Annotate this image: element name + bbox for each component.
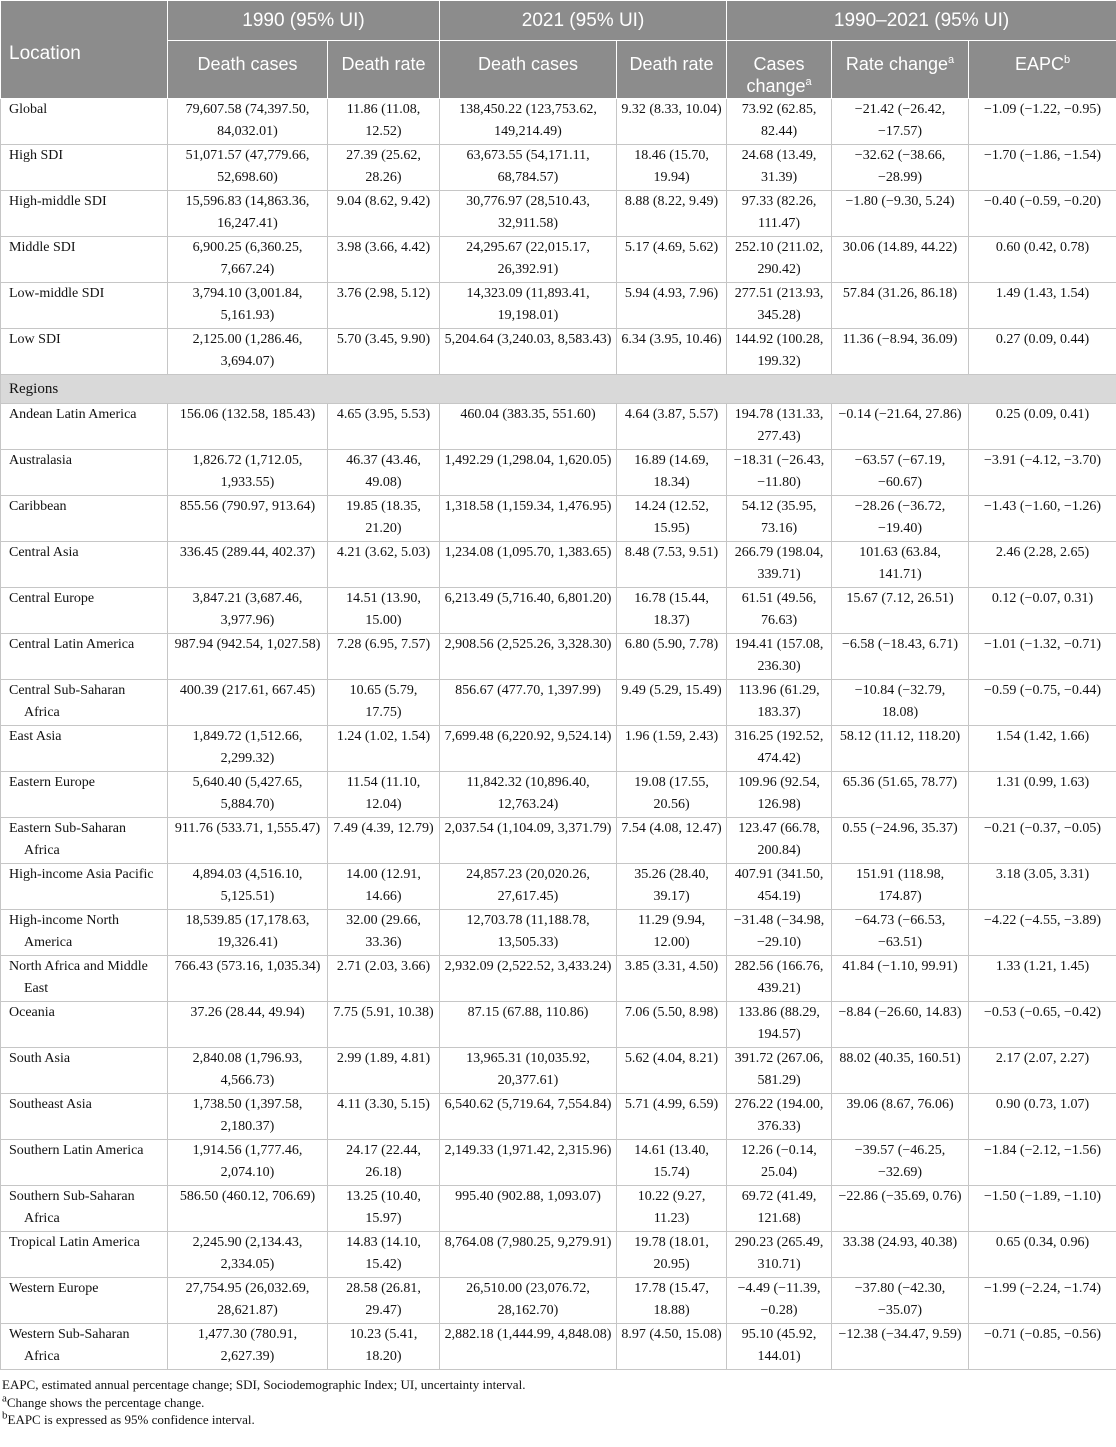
- cell-cases-change: 316.25 (192.52, 474.42): [727, 726, 832, 772]
- cell-location: Central Latin America: [1, 634, 168, 680]
- cell-death-rate-1990: 7.28 (6.95, 7.57): [328, 634, 440, 680]
- cell-cases-change: 12.26 (−0.14, 25.04): [727, 1140, 832, 1186]
- cell-death-rate-2021: 9.32 (8.33, 10.04): [617, 99, 727, 145]
- header-rate-change: Rate change$^a$: [832, 41, 969, 99]
- cell-eapc: 1.33 (1.21, 1.45): [969, 956, 1116, 1002]
- cell-eapc: −0.21 (−0.37, −0.05): [969, 818, 1116, 864]
- cell-location: Eastern Sub-Saharan Africa: [1, 818, 168, 864]
- cell-rate-change: −0.14 (−21.64, 27.86): [832, 404, 969, 450]
- table-row: [1, 1278, 1116, 1324]
- table-row: [1, 680, 1116, 726]
- header-eapc: EAPC$^b$: [969, 41, 1116, 99]
- cell-cases-change: 123.47 (66.78, 200.84): [727, 818, 832, 864]
- cell-location: East Asia: [1, 726, 168, 772]
- cell-location: Southern Latin America: [1, 1140, 168, 1186]
- cell-eapc: −1.84 (−2.12, −1.56): [969, 1140, 1116, 1186]
- cell-location: Central Asia: [1, 542, 168, 588]
- cell-location: High-income North America: [1, 910, 168, 956]
- header-death-cases-2021: Death cases: [440, 41, 617, 99]
- cell-death-cases-1990: 2,125.00 (1,286.46, 3,694.07): [168, 329, 328, 375]
- cell-rate-change: 57.84 (31.26, 86.18): [832, 283, 969, 329]
- table-row: [1, 772, 1116, 818]
- cell-death-cases-2021: 1,318.58 (1,159.34, 1,476.95): [440, 496, 617, 542]
- cell-cases-change: −4.49 (−11.39, −0.28): [727, 1278, 832, 1324]
- cell-eapc: 0.90 (0.73, 1.07): [969, 1094, 1116, 1140]
- cell-death-cases-1990: 766.43 (573.16, 1,035.34): [168, 956, 328, 1002]
- cell-death-rate-1990: 2.99 (1.89, 4.81): [328, 1048, 440, 1094]
- cell-eapc: −1.43 (−1.60, −1.26): [969, 496, 1116, 542]
- cell-death-cases-2021: 13,965.31 (10,035.92, 20,377.61): [440, 1048, 617, 1094]
- cell-rate-change: −10.84 (−32.79, 18.08): [832, 680, 969, 726]
- cell-rate-change: 0.55 (−24.96, 35.37): [832, 818, 969, 864]
- cell-death-cases-1990: 1,826.72 (1,712.05, 1,933.55): [168, 450, 328, 496]
- cell-location: Low SDI: [1, 329, 168, 375]
- cell-death-rate-2021: 7.06 (5.50, 8.98): [617, 1002, 727, 1048]
- cell-eapc: −0.59 (−0.75, −0.44): [969, 680, 1116, 726]
- cell-rate-change: 65.36 (51.65, 78.77): [832, 772, 969, 818]
- cell-death-rate-2021: 7.54 (4.08, 12.47): [617, 818, 727, 864]
- cell-death-rate-2021: 18.46 (15.70, 19.94): [617, 145, 727, 191]
- cell-death-cases-2021: 2,149.33 (1,971.42, 2,315.96): [440, 1140, 617, 1186]
- cell-eapc: −0.53 (−0.65, −0.42): [969, 1002, 1116, 1048]
- cell-death-cases-2021: 8,764.08 (7,980.25, 9,279.91): [440, 1232, 617, 1278]
- cell-rate-change: 58.12 (11.12, 118.20): [832, 726, 969, 772]
- cell-eapc: 0.27 (0.09, 0.44): [969, 329, 1116, 375]
- footnote-b: $^b$EAPC is expressed as 95% confidence interval.: [2, 1409, 255, 1427]
- table-row: [1, 726, 1116, 772]
- cell-death-rate-1990: 2.71 (2.03, 3.66): [328, 956, 440, 1002]
- cell-rate-change: −1.80 (−9.30, 5.24): [832, 191, 969, 237]
- cell-location: Western Sub-Saharan Africa: [1, 1324, 168, 1370]
- cell-death-rate-1990: 19.85 (18.35, 21.20): [328, 496, 440, 542]
- table-row: [1, 1232, 1116, 1278]
- cell-death-cases-2021: 24,857.23 (20,020.26, 27,617.45): [440, 864, 617, 910]
- cell-cases-change: 24.68 (13.49, 31.39): [727, 145, 832, 191]
- cell-death-cases-1990: 400.39 (217.61, 667.45): [168, 680, 328, 726]
- header-group-change: 1990–2021 (95% UI): [727, 1, 1116, 41]
- cell-location: Southeast Asia: [1, 1094, 168, 1140]
- cell-rate-change: 151.91 (118.98, 174.87): [832, 864, 969, 910]
- cell-death-rate-2021: 8.48 (7.53, 9.51): [617, 542, 727, 588]
- cell-cases-change: 276.22 (194.00, 376.33): [727, 1094, 832, 1140]
- cell-cases-change: 290.23 (265.49, 310.71): [727, 1232, 832, 1278]
- cell-eapc: −4.22 (−4.55, −3.89): [969, 910, 1116, 956]
- cell-cases-change: −18.31 (−26.43, −11.80): [727, 450, 832, 496]
- table-row: [1, 283, 1116, 329]
- cell-death-rate-1990: 5.70 (3.45, 9.90): [328, 329, 440, 375]
- cell-rate-change: 101.63 (63.84, 141.71): [832, 542, 969, 588]
- cell-death-rate-1990: 3.76 (2.98, 5.12): [328, 283, 440, 329]
- cell-death-cases-1990: 2,245.90 (2,134.43, 2,334.05): [168, 1232, 328, 1278]
- cell-cases-change: 144.92 (100.28, 199.32): [727, 329, 832, 375]
- cell-death-rate-2021: 6.34 (3.95, 10.46): [617, 329, 727, 375]
- cell-cases-change: 282.56 (166.76, 439.21): [727, 956, 832, 1002]
- cell-death-cases-2021: 6,540.62 (5,719.64, 7,554.84): [440, 1094, 617, 1140]
- cell-death-rate-2021: 5.62 (4.04, 8.21): [617, 1048, 727, 1094]
- section-row-regions: [1, 375, 1116, 404]
- cell-death-rate-1990: 14.51 (13.90, 15.00): [328, 588, 440, 634]
- cell-death-rate-2021: 9.49 (5.29, 15.49): [617, 680, 727, 726]
- table-row: [1, 956, 1116, 1002]
- cell-death-rate-2021: 1.96 (1.59, 2.43): [617, 726, 727, 772]
- cell-location: Central Europe: [1, 588, 168, 634]
- cell-death-rate-2021: 4.64 (3.87, 5.57): [617, 404, 727, 450]
- cell-death-rate-1990: 11.54 (11.10, 12.04): [328, 772, 440, 818]
- table-footnotes: [0, 1370, 1116, 1429]
- cell-death-rate-2021: 35.26 (28.40, 39.17): [617, 864, 727, 910]
- table-header: [1, 1, 1116, 99]
- cell-death-cases-1990: 1,738.50 (1,397.58, 2,180.37): [168, 1094, 328, 1140]
- table-row: [1, 588, 1116, 634]
- cell-death-rate-1990: 4.11 (3.30, 5.15): [328, 1094, 440, 1140]
- table-row: [1, 99, 1116, 145]
- cell-location: South Asia: [1, 1048, 168, 1094]
- cell-rate-change: −6.58 (−18.43, 6.71): [832, 634, 969, 680]
- cell-death-rate-2021: 5.17 (4.69, 5.62): [617, 237, 727, 283]
- cell-death-rate-2021: 8.88 (8.22, 9.49): [617, 191, 727, 237]
- cell-cases-change: 61.51 (49.56, 76.63): [727, 588, 832, 634]
- cell-cases-change: 252.10 (211.02, 290.42): [727, 237, 832, 283]
- table-row: [1, 237, 1116, 283]
- cell-death-cases-1990: 156.06 (132.58, 185.43): [168, 404, 328, 450]
- cell-rate-change: 88.02 (40.35, 160.51): [832, 1048, 969, 1094]
- cell-eapc: 0.60 (0.42, 0.78): [969, 237, 1116, 283]
- header-death-cases-1990: Death cases: [168, 41, 328, 99]
- table-row: [1, 145, 1116, 191]
- cell-death-cases-1990: 3,794.10 (3,001.84, 5,161.93): [168, 283, 328, 329]
- cell-death-cases-1990: 2,840.08 (1,796.93, 4,566.73): [168, 1048, 328, 1094]
- cell-death-rate-2021: 11.29 (9.94, 12.00): [617, 910, 727, 956]
- table-row: [1, 1002, 1116, 1048]
- table-row: [1, 1324, 1116, 1370]
- cell-location: Western Europe: [1, 1278, 168, 1324]
- cell-eapc: −1.70 (−1.86, −1.54): [969, 145, 1116, 191]
- cell-rate-change: 30.06 (14.89, 44.22): [832, 237, 969, 283]
- cell-death-cases-2021: 2,037.54 (1,104.09, 3,371.79): [440, 818, 617, 864]
- table-row: [1, 450, 1116, 496]
- cell-location: High-middle SDI: [1, 191, 168, 237]
- table-body: [1, 99, 1116, 1370]
- cell-location: Andean Latin America: [1, 404, 168, 450]
- table-row: [1, 1140, 1116, 1186]
- cell-eapc: 0.25 (0.09, 0.41): [969, 404, 1116, 450]
- cell-location: Eastern Europe: [1, 772, 168, 818]
- cell-rate-change: −21.42 (−26.42, −17.57): [832, 99, 969, 145]
- cell-death-rate-1990: 1.24 (1.02, 1.54): [328, 726, 440, 772]
- cell-cases-change: 97.33 (82.26, 111.47): [727, 191, 832, 237]
- cell-death-rate-1990: 13.25 (10.40, 15.97): [328, 1186, 440, 1232]
- cell-rate-change: 33.38 (24.93, 40.38): [832, 1232, 969, 1278]
- cell-death-cases-2021: 2,882.18 (1,444.99, 4,848.08): [440, 1324, 617, 1370]
- cell-eapc: −3.91 (−4.12, −3.70): [969, 450, 1116, 496]
- cell-death-rate-2021: 8.97 (4.50, 15.08): [617, 1324, 727, 1370]
- cell-death-cases-1990: 79,607.58 (74,397.50, 84,032.01): [168, 99, 328, 145]
- section-label-regions: Regions: [1, 375, 1116, 404]
- cell-death-cases-2021: 2,908.56 (2,525.26, 3,328.30): [440, 634, 617, 680]
- cell-rate-change: −63.57 (−67.19, −60.67): [832, 450, 969, 496]
- cell-death-rate-2021: 19.78 (18.01, 20.95): [617, 1232, 727, 1278]
- cell-location: High SDI: [1, 145, 168, 191]
- footnote-abbreviations: EAPC, estimated annual percentage change; SDI, Sociodemographic Index; UI, uncertainty interval.: [2, 1377, 526, 1392]
- table-row: [1, 1186, 1116, 1232]
- cell-death-rate-1990: 46.37 (43.46, 49.08): [328, 450, 440, 496]
- cell-location: Australasia: [1, 450, 168, 496]
- cell-cases-change: 407.91 (341.50, 454.19): [727, 864, 832, 910]
- cell-death-cases-2021: 5,204.64 (3,240.03, 8,583.43): [440, 329, 617, 375]
- header-cases-change: Cases change$^a$: [727, 41, 832, 99]
- table-row: [1, 542, 1116, 588]
- cell-rate-change: −32.62 (−38.66, −28.99): [832, 145, 969, 191]
- cell-death-cases-1990: 15,596.83 (14,863.36, 16,247.41): [168, 191, 328, 237]
- cell-rate-change: −8.84 (−26.60, 14.83): [832, 1002, 969, 1048]
- cell-cases-change: 277.51 (213.93, 345.28): [727, 283, 832, 329]
- cell-death-cases-1990: 1,849.72 (1,512.66, 2,299.32): [168, 726, 328, 772]
- cell-cases-change: 113.96 (61.29, 183.37): [727, 680, 832, 726]
- cell-cases-change: 109.96 (92.54, 126.98): [727, 772, 832, 818]
- header-location: Location: [1, 1, 168, 99]
- cell-death-cases-2021: 1,234.08 (1,095.70, 1,383.65): [440, 542, 617, 588]
- cell-death-rate-1990: 14.00 (12.91, 14.66): [328, 864, 440, 910]
- cell-death-cases-1990: 855.56 (790.97, 913.64): [168, 496, 328, 542]
- cell-location: Middle SDI: [1, 237, 168, 283]
- cell-death-cases-2021: 26,510.00 (23,076.72, 28,162.70): [440, 1278, 617, 1324]
- table-row: [1, 496, 1116, 542]
- cell-death-cases-1990: 18,539.85 (17,178.63, 19,326.41): [168, 910, 328, 956]
- table-row: [1, 864, 1116, 910]
- cell-cases-change: 69.72 (41.49, 121.68): [727, 1186, 832, 1232]
- cell-eapc: 2.17 (2.07, 2.27): [969, 1048, 1116, 1094]
- cell-death-cases-1990: 1,477.30 (780.91, 2,627.39): [168, 1324, 328, 1370]
- cell-eapc: 1.49 (1.43, 1.54): [969, 283, 1116, 329]
- cell-death-cases-1990: 586.50 (460.12, 706.69): [168, 1186, 328, 1232]
- cell-death-cases-2021: 11,842.32 (10,896.40, 12,763.24): [440, 772, 617, 818]
- cell-cases-change: 266.79 (198.04, 339.71): [727, 542, 832, 588]
- table-row: [1, 634, 1116, 680]
- cell-death-cases-1990: 4,894.03 (4,516.10, 5,125.51): [168, 864, 328, 910]
- cell-death-cases-2021: 460.04 (383.35, 551.60): [440, 404, 617, 450]
- cell-death-rate-2021: 5.94 (4.93, 7.96): [617, 283, 727, 329]
- cell-cases-change: 391.72 (267.06, 581.29): [727, 1048, 832, 1094]
- cell-death-cases-2021: 995.40 (902.88, 1,093.07): [440, 1186, 617, 1232]
- cell-death-rate-1990: 11.86 (11.08, 12.52): [328, 99, 440, 145]
- cell-death-rate-2021: 16.78 (15.44, 18.37): [617, 588, 727, 634]
- table-row: [1, 191, 1116, 237]
- cell-death-rate-2021: 6.80 (5.90, 7.78): [617, 634, 727, 680]
- cell-death-cases-1990: 5,640.40 (5,427.65, 5,884.70): [168, 772, 328, 818]
- cell-death-cases-2021: 856.67 (477.70, 1,397.99): [440, 680, 617, 726]
- cell-eapc: −1.09 (−1.22, −0.95): [969, 99, 1116, 145]
- cell-eapc: 3.18 (3.05, 3.31): [969, 864, 1116, 910]
- cell-death-cases-2021: 2,932.09 (2,522.52, 3,433.24): [440, 956, 617, 1002]
- table-row: [1, 818, 1116, 864]
- cell-location: Central Sub-Saharan Africa: [1, 680, 168, 726]
- cell-cases-change: −31.48 (−34.98, −29.10): [727, 910, 832, 956]
- cell-death-cases-2021: 14,323.09 (11,893.41, 19,198.01): [440, 283, 617, 329]
- cell-death-rate-1990: 32.00 (29.66, 33.36): [328, 910, 440, 956]
- cell-death-cases-1990: 1,914.56 (1,777.46, 2,074.10): [168, 1140, 328, 1186]
- cell-death-cases-2021: 30,776.97 (28,510.43, 32,911.58): [440, 191, 617, 237]
- cell-cases-change: 194.41 (157.08, 236.30): [727, 634, 832, 680]
- footnote-a: $^a$Change shows the percentage change.: [2, 1392, 205, 1410]
- cell-death-cases-1990: 3,847.21 (3,687.46, 3,977.96): [168, 588, 328, 634]
- cell-cases-change: 54.12 (35.95, 73.16): [727, 496, 832, 542]
- table-row: [1, 1094, 1116, 1140]
- table-row: [1, 329, 1116, 375]
- cell-death-rate-1990: 27.39 (25.62, 28.26): [328, 145, 440, 191]
- cell-death-rate-1990: 7.49 (4.39, 12.79): [328, 818, 440, 864]
- cell-cases-change: 194.78 (131.33, 277.43): [727, 404, 832, 450]
- cell-death-rate-1990: 4.21 (3.62, 5.03): [328, 542, 440, 588]
- cell-location: Global: [1, 99, 168, 145]
- cell-eapc: −1.50 (−1.89, −1.10): [969, 1186, 1116, 1232]
- cell-death-rate-1990: 9.04 (8.62, 9.42): [328, 191, 440, 237]
- cell-location: Southern Sub-Saharan Africa: [1, 1186, 168, 1232]
- cell-cases-change: 95.10 (45.92, 144.01): [727, 1324, 832, 1370]
- cell-death-rate-1990: 14.83 (14.10, 15.42): [328, 1232, 440, 1278]
- cell-death-rate-2021: 14.61 (13.40, 15.74): [617, 1140, 727, 1186]
- cell-rate-change: −37.80 (−42.30, −35.07): [832, 1278, 969, 1324]
- cell-death-rate-1990: 24.17 (22.44, 26.18): [328, 1140, 440, 1186]
- cell-eapc: 1.31 (0.99, 1.63): [969, 772, 1116, 818]
- cell-location: Oceania: [1, 1002, 168, 1048]
- cell-rate-change: 15.67 (7.12, 26.51): [832, 588, 969, 634]
- cell-cases-change: 133.86 (88.29, 194.57): [727, 1002, 832, 1048]
- table-row: [1, 910, 1116, 956]
- cell-rate-change: −12.38 (−34.47, 9.59): [832, 1324, 969, 1370]
- cell-rate-change: −28.26 (−36.72, −19.40): [832, 496, 969, 542]
- cell-death-rate-1990: 10.23 (5.41, 18.20): [328, 1324, 440, 1370]
- cell-location: Low-middle SDI: [1, 283, 168, 329]
- cell-death-rate-1990: 7.75 (5.91, 10.38): [328, 1002, 440, 1048]
- header-death-rate-1990: Death rate: [328, 41, 440, 99]
- cell-location: Caribbean: [1, 496, 168, 542]
- cell-death-cases-2021: 87.15 (67.88, 110.86): [440, 1002, 617, 1048]
- cell-rate-change: −39.57 (−46.25, −32.69): [832, 1140, 969, 1186]
- cell-death-cases-1990: 336.45 (289.44, 402.37): [168, 542, 328, 588]
- cell-rate-change: −64.73 (−66.53, −63.51): [832, 910, 969, 956]
- cell-death-rate-1990: 28.58 (26.81, 29.47): [328, 1278, 440, 1324]
- cell-death-cases-2021: 6,213.49 (5,716.40, 6,801.20): [440, 588, 617, 634]
- cell-death-rate-2021: 17.78 (15.47, 18.88): [617, 1278, 727, 1324]
- cell-death-cases-1990: 37.26 (28.44, 49.94): [168, 1002, 328, 1048]
- header-group-1990: 1990 (95% UI): [168, 1, 440, 41]
- cell-location: Tropical Latin America: [1, 1232, 168, 1278]
- header-death-rate-2021: Death rate: [617, 41, 727, 99]
- cell-death-cases-1990: 6,900.25 (6,360.25, 7,667.24): [168, 237, 328, 283]
- cell-death-rate-2021: 5.71 (4.99, 6.59): [617, 1094, 727, 1140]
- cell-eapc: 0.65 (0.34, 0.96): [969, 1232, 1116, 1278]
- cell-death-cases-2021: 12,703.78 (11,188.78, 13,505.33): [440, 910, 617, 956]
- cell-death-cases-1990: 27,754.95 (26,032.69, 28,621.87): [168, 1278, 328, 1324]
- cell-rate-change: 11.36 (−8.94, 36.09): [832, 329, 969, 375]
- header-group-2021: 2021 (95% UI): [440, 1, 727, 41]
- cell-death-rate-2021: 19.08 (17.55, 20.56): [617, 772, 727, 818]
- cell-death-rate-1990: 3.98 (3.66, 4.42): [328, 237, 440, 283]
- cell-rate-change: 41.84 (−1.10, 99.91): [832, 956, 969, 1002]
- cell-death-cases-2021: 24,295.67 (22,015.17, 26,392.91): [440, 237, 617, 283]
- cell-eapc: −1.01 (−1.32, −0.71): [969, 634, 1116, 680]
- cell-death-rate-1990: 10.65 (5.79, 17.75): [328, 680, 440, 726]
- table-row: [1, 404, 1116, 450]
- cell-eapc: −0.40 (−0.59, −0.20): [969, 191, 1116, 237]
- cell-cases-change: 73.92 (62.85, 82.44): [727, 99, 832, 145]
- cell-death-rate-2021: 3.85 (3.31, 4.50): [617, 956, 727, 1002]
- cell-eapc: 0.12 (−0.07, 0.31): [969, 588, 1116, 634]
- cell-death-rate-2021: 16.89 (14.69, 18.34): [617, 450, 727, 496]
- cell-death-cases-1990: 51,071.57 (47,779.66, 52,698.60): [168, 145, 328, 191]
- cell-death-rate-1990: 4.65 (3.95, 5.53): [328, 404, 440, 450]
- cell-eapc: −0.71 (−0.85, −0.56): [969, 1324, 1116, 1370]
- cell-rate-change: 39.06 (8.67, 76.06): [832, 1094, 969, 1140]
- cell-eapc: 2.46 (2.28, 2.65): [969, 542, 1116, 588]
- cell-death-cases-2021: 63,673.55 (54,171.11, 68,784.57): [440, 145, 617, 191]
- cell-death-rate-2021: 10.22 (9.27, 11.23): [617, 1186, 727, 1232]
- cell-death-cases-2021: 138,450.22 (123,753.62, 149,214.49): [440, 99, 617, 145]
- cell-death-rate-2021: 14.24 (12.52, 15.95): [617, 496, 727, 542]
- cell-eapc: 1.54 (1.42, 1.66): [969, 726, 1116, 772]
- cell-death-cases-1990: 911.76 (533.71, 1,555.47): [168, 818, 328, 864]
- cell-location: High-income Asia Pacific: [1, 864, 168, 910]
- table-row: [1, 1048, 1116, 1094]
- cell-death-cases-2021: 1,492.29 (1,298.04, 1,620.05): [440, 450, 617, 496]
- cell-rate-change: −22.86 (−35.69, 0.76): [832, 1186, 969, 1232]
- cell-death-cases-1990: 987.94 (942.54, 1,027.58): [168, 634, 328, 680]
- cell-location: North Africa and Middle East: [1, 956, 168, 1002]
- cell-eapc: −1.99 (−2.24, −1.74): [969, 1278, 1116, 1324]
- cell-death-cases-2021: 7,699.48 (6,220.92, 9,524.14): [440, 726, 617, 772]
